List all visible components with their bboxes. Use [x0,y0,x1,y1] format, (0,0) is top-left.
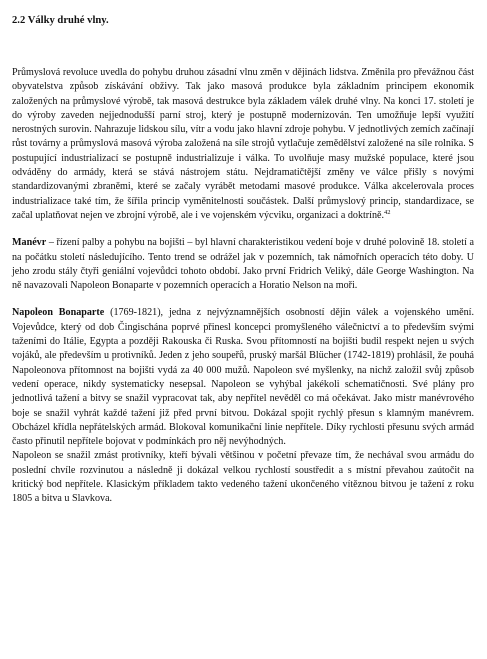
paragraph-text: – řízení palby a pohybu na bojišti – byl hlavní charakteristikou vedení boje v druhé polovině 18. století a na počátku století následujícího. Tento trend se odrážel jak v pozemních, tak námořních operacích této doby. U jeho zrodu stály čtyři geniální vojevůdci tohoto období. Jako první Fridrich Veliký, dále George Washington. Na ně navazovali Napoleon Bonaparte v pozemních operacích a Horatio Nelson na moři. [12,237,474,292]
paragraph-text: (1769-1821), jedna z nejvýznamnějších osobností dějin válek a vojenského umění. Vojevůdce, který od dob Čingischána poprvé přinesl koncepci promyšleného válečnictví a to především svými taženími do Itálie, Egypta a později Rakouska či Ruska. Svou přítomností na bojišti budil respekt nejen u svých vojáků, ale především u protivníků. Jeden z jeho soupeřů, pruský maršál Blücher (1742-1819) prohlásil, že pouhá Napoleonova přítomnost na bojišti vydá za 40 000 mužů. Napoleon své myšlenky, na nichž založil svůj způsob vedení operace, nikdy systematicky nesepsal. Napoleon se vyhýbal jakékoli schematičnosti. Své plány pro jednotlivá tažení a bitvy se snažil vypracovat tak, aby nepřítel nevěděl co má očekávat. Jako mistr manévrového boje se snažil vyhrát každé tažení již před první bitvou. Dokázal spojit rychlý přesun s klamným manévrem. Obcházel křídla nepřátelských armád. Blokoval komunikační linie nepřítele. Díky rychlosti přesunu svých armád často přinutil nepřítele bojovat v podmínkách pro něj nevýhodných. [12,307,474,448]
footnote-marker: 42 [384,208,391,216]
paragraph-text: Průmyslová revoluce uvedla do pohybu druhou zásadní vlnu změn v dějinách lidstva. Změnila pro převážnou část obyvatelstva způsob získávání obživy. Tak jako masová produkce byla základním principem ekonomik založených na průmyslové výrobě, tak masová destrukce byla základem válek druhé vlny. Na konci 17. století je do výroby zaveden nejjednodušší parní stroj, který je postupně modernizován. Ten umožňuje lepší využití nerostných surovin. Nahrazuje lidskou sílu, vítr a vodu jako hlavní zdroje pohybu. V jednotlivých zemích začínají růst továrny a průmyslová masová výroba založená na síle strojů vytlačuje zemědělství založené na síle rolníka. S postupující industrializací se postupně industrializuje i válka. To uvolňuje masy mužské populace, které jsou odváděny do armády, která se stává nástrojem státu. Nejdramatičtější změny ve válce přišly s novými standardizovanými zbraněmi, které se začaly vyrábět metodami masové produkce. Válka akcelerovala proces industrializace také tím, že šířila princip vyměnitelnosti součástek. Další průmyslový princip, standardizace, se začal uplatňovat nejen ve zbrojní výrobě, ale i ve vojenském výcviku, organizaci a doktríně. [12,67,474,221]
paragraph-maneuver [12,236,474,293]
term-napoleon: Napoleon Bonaparte [12,307,105,319]
paragraph-napoleon-tactics: Napoleon se snažil zmást protivníky, kteří bývali většinou v početní převaze tím, že nechával svou armádu do poslední chvíle rozvinutou a následně ji dokázal velkou rychlostí soustředit a s místní převahou zaútočit na kritický bod nepřítele. Klasickým příkladem takto vedeného tažení ukončeného vítěznou bitvou je tažení z roku 1805 a bitva u Slavkova. [12,450,474,505]
term-maneuver: Manévr [12,237,47,249]
section-heading: 2.2 Války druhé vlny. [12,15,109,26]
paragraph-industrial-revolution [12,66,474,223]
paragraph-napoleon [12,306,474,449]
